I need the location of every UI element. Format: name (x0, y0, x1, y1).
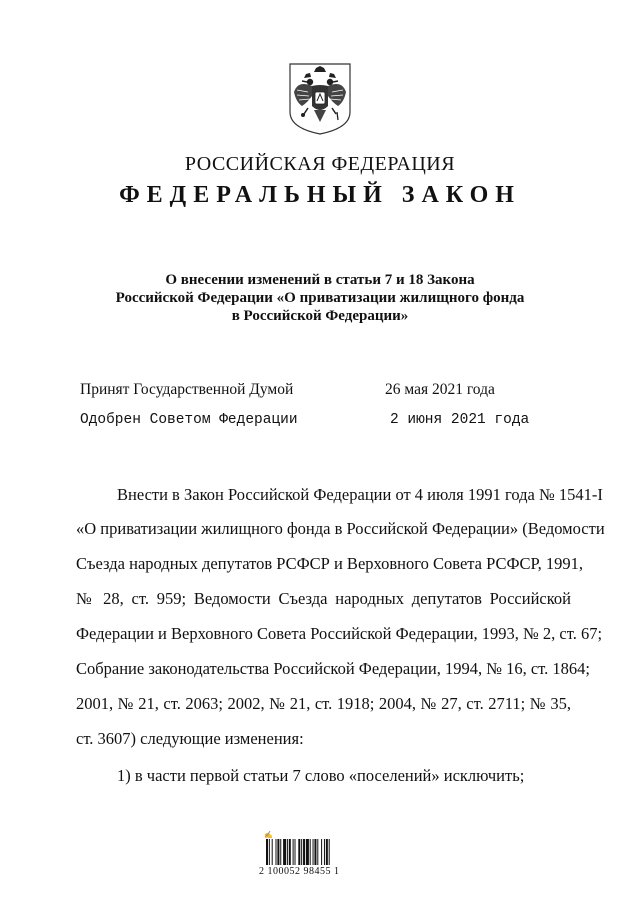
body-line-5: Федерации и Верховного Совета Российской Федерации, 1993, № 2, ст. 67; (76, 624, 603, 643)
body-line-8: ст. 3607) следующие изменения: (76, 729, 304, 748)
body-line-7: 2001, № 21, ст. 2063; 2002, № 21, ст. 1918; 2004, № 27, ст. 2711; № 35, (76, 694, 571, 713)
body-line-4: № 28, ст. 959; Ведомости Съезда народных депутатов Российской (76, 589, 571, 608)
adopted-by-duma-label: Принят Государственной Думой (80, 381, 294, 398)
document-type: ФЕДЕРАЛЬНЫЙ ЗАКОН (119, 182, 521, 208)
barcode (262, 830, 348, 868)
approved-by-council-label: Одобрен Советом Федерации (80, 412, 298, 428)
body-line-1: Внести в Закон Российской Федерации от 4 июля 1991 года № 1541-I (117, 485, 603, 504)
state-emblem (288, 62, 352, 136)
law-title-line-2: Российской Федерации «О приватизации жилищного фонда (115, 290, 525, 306)
svg-text:✍: ✍ (264, 831, 273, 839)
body-line-3: Съезда народных депутатов РСФСР и Верховного Совета РСФСР, 1991, (76, 554, 584, 573)
approved-by-council-date: 2 июня 2021 года (390, 412, 530, 428)
amendment-item-1: 1) в части первой статьи 7 слово «поселений» исключить; (117, 766, 525, 785)
body-line-6: Собрание законодательства Российской Федерации, 1994, № 16, ст. 1864; (76, 659, 590, 678)
country-name: РОССИЙСКАЯ ФЕДЕРАЦИЯ (184, 153, 456, 175)
law-title-line-1: О внесении изменений в статьи 7 и 18 Закона (165, 272, 475, 288)
barcode-number: 2 100052 98455 1 (259, 866, 340, 877)
body-line-2: «О приватизации жилищного фонда в Российской Федерации» (Ведомости (76, 519, 605, 538)
adopted-by-duma-date: 26 мая 2021 года (385, 381, 495, 398)
law-title-line-3: в Российской Федерации» (231, 308, 409, 324)
